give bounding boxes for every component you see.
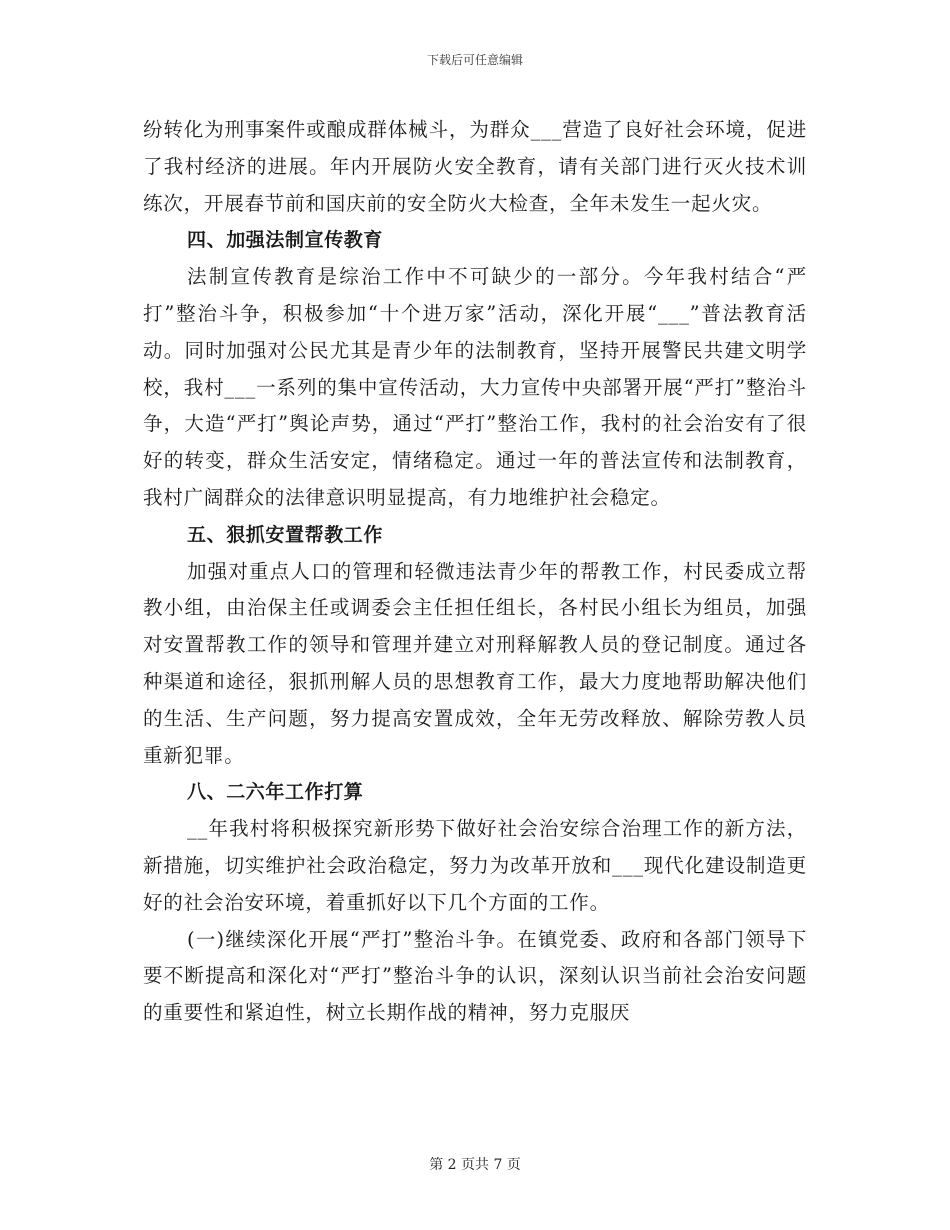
page-footer: 第 2 页共 7 页 xyxy=(429,1157,521,1173)
paragraph-strike-hard: (一)继续深化开展“严打”整治斗争。在镇党委、政府和各部门领导下要不断提高和深化对“严打”整治斗争的认识，深刻认识当前社会治安问题的重要性和紧迫性，树立长期作战的精神，努力克服厌 xyxy=(143,927,807,1025)
section-heading-resettlement: 五、狠抓安置帮教工作 xyxy=(187,523,384,546)
paragraph-legal-education: 法制宣传教育是综治工作中不可缺少的一部分。今年我村结合“严打”整治斗争，积极参加“十个进万家”活动，深化开展“___”普法教育活动。同时加强对公民尤其是青少年的法制教育，坚持开展警民共建文明学校，我村___一系列的集中宣传活动，大力宣传中央部署开展“严打”整治斗争，大造“严打”舆论声势，通过“严打”整治工作，我村的社会治安有了很好的转变，群众生活安定，情绪稳定。通过一年的普法宣传和法制教育，我村广阔群众的法律意识明显提高，有力地维护社会稳定。 xyxy=(143,265,807,509)
paragraph-resettlement: 加强对重点人口的管理和轻微违法青少年的帮教工作，村民委成立帮教小组，由治保主任或调委会主任担任组长，各村民小组长为组员，加强对安置帮教工作的领导和管理并建立对刑释解教人员的登记制度。通过各种渠道和途径，狠抓刑解人员的思想教育工作，最大力度地帮助解决他们的生活、生产问题，努力提高安置成效，全年无劳改释放、解除劳教人员重新犯罪。 xyxy=(143,559,807,767)
section-heading-legal-education: 四、加强法制宣传教育 xyxy=(187,229,384,252)
document-body xyxy=(143,112,807,1032)
section-heading-work-plan: 八、二六年工作打算 xyxy=(187,781,364,804)
paragraph-fire-safety: 纷转化为刑事案件或酿成群体械斗，为群众___营造了良好社会环境，促进了我村经济的进展。年内开展防火安全教育，请有关部门进行灭火技术训练次，开展春节前和国庆前的安全防火大检查，全年未发生一起火灾。 xyxy=(143,118,807,215)
paragraph-work-plan: __年我村将积极探究新形势下做好社会治安综合治理工作的新方法，新措施，切实维护社会政治稳定，努力为改革开放和___现代化建设制造更好的社会治安环境，着重抓好以下几个方面的工作。 xyxy=(143,817,807,914)
page-header: 下载后可任意编辑 xyxy=(426,53,523,67)
